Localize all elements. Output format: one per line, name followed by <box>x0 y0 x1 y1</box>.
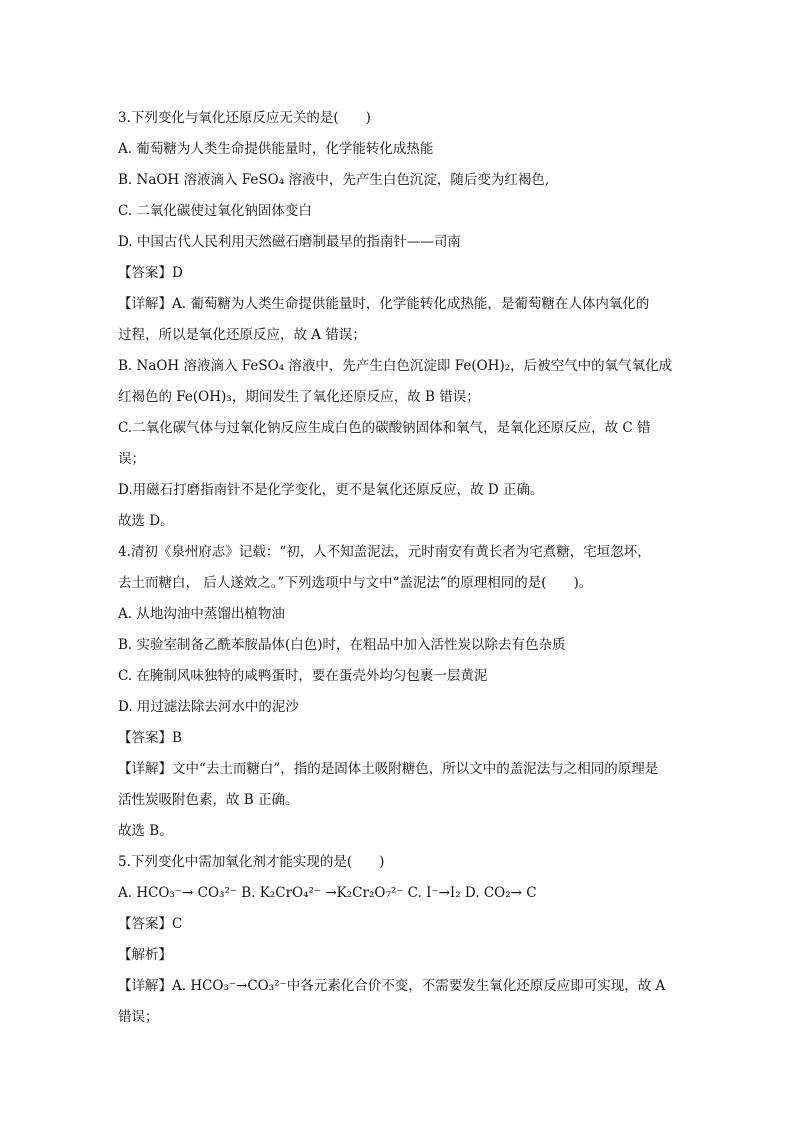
text-line: 【详解】A. HCO₃⁻→CO₃²⁻中各元素化合价不变，不需要发生氧化还原反应即可实现，故 A <box>118 978 666 994</box>
text-line: 过程，所以是氧化还原反应，故 A 错误； <box>118 327 366 343</box>
text-line: 故选 B。 <box>118 823 173 839</box>
text-line: 【答案】D <box>118 265 183 281</box>
text-line: D. 中国古代人民利用天然磁石磨制最早的指南针——司南 <box>118 234 461 250</box>
text-line: C.二氧化碳气体与过氧化钠反应生成白色的碳酸钠固体和氧气，是氧化还原反应，故 C 错 <box>118 420 651 436</box>
text-line: C. 二氧化碳使过氧化钠固体变白 <box>118 203 312 219</box>
text-line: 故选 D。 <box>118 513 174 529</box>
text-line: A. HCO₃⁻→ CO₃²⁻ B. K₂CrO₄²⁻ →K₂Cr₂O₇²⁻ C. I⁻→I₂ D. CO₂→ C <box>118 885 537 901</box>
text-line: B. NaOH 溶液滴入 FeSO₄ 溶液中，先产生白色沉淀即 Fe(OH)₂，后被空气中的氧气氧化成 <box>118 358 673 374</box>
text-line: 【详解】文中“去土而糖白”，指的是固体土吸附糖色，所以文中的盖泥法与之相同的原理是 <box>118 761 659 777</box>
text-line: A. 葡萄糖为人类生命提供能量时，化学能转化成热能 <box>118 141 434 157</box>
text-line: 活性炭吸附色素，故 B 正确。 <box>118 792 299 808</box>
text-line: 【答案】C <box>118 916 183 932</box>
text-line: 误； <box>118 451 145 467</box>
text-line: 4.清初《泉州府志》记载：“初，人不知盖泥法，元时南安有黄长者为宅煮糖，宅垣忽坏， <box>118 544 651 560</box>
text-line: C. 在腌制风味独特的咸鸭蛋时，要在蛋壳外均匀包裹一层黄泥 <box>118 668 488 684</box>
text-line: D.用磁石打磨指南针不是化学变化，更不是氧化还原反应，故 D 正确。 <box>118 482 544 498</box>
text-line: 【解析】 <box>118 947 172 963</box>
text-line: 【答案】B <box>118 730 182 746</box>
document-body <box>118 103 678 1033</box>
text-line: 【详解】A. 葡萄糖为人类生命提供能量时，化学能转化成热能，是葡萄糖在人体内氧化的 <box>118 296 650 312</box>
text-line: D. 用过滤法除去河水中的泥沙 <box>118 699 299 715</box>
text-line: 去土而糖白， 后人遂效之。”下列选项中与文中“盖泥法”的原理相同的是( )。 <box>118 575 593 591</box>
text-line: 3.下列变化与氧化还原反应无关的是( ) <box>118 110 371 126</box>
text-line: B. 实验室制备乙酰苯胺晶体(白色)时，在粗品中加入活性炭以除去有色杂质 <box>118 637 566 653</box>
text-line: 红褐色的 Fe(OH)₃，期间发生了氧化还原反应，故 B 错误； <box>118 389 480 405</box>
text-line: B. NaOH 溶液滴入 FeSO₄ 溶液中，先产生白色沉淀，随后变为红褐色, <box>118 172 550 188</box>
text-line: A. 从地沟油中蒸馏出植物油 <box>118 606 285 622</box>
text-line: 5.下列变化中需加氧化剂才能实现的是( ) <box>118 854 385 870</box>
text-line: 错误； <box>118 1009 159 1025</box>
